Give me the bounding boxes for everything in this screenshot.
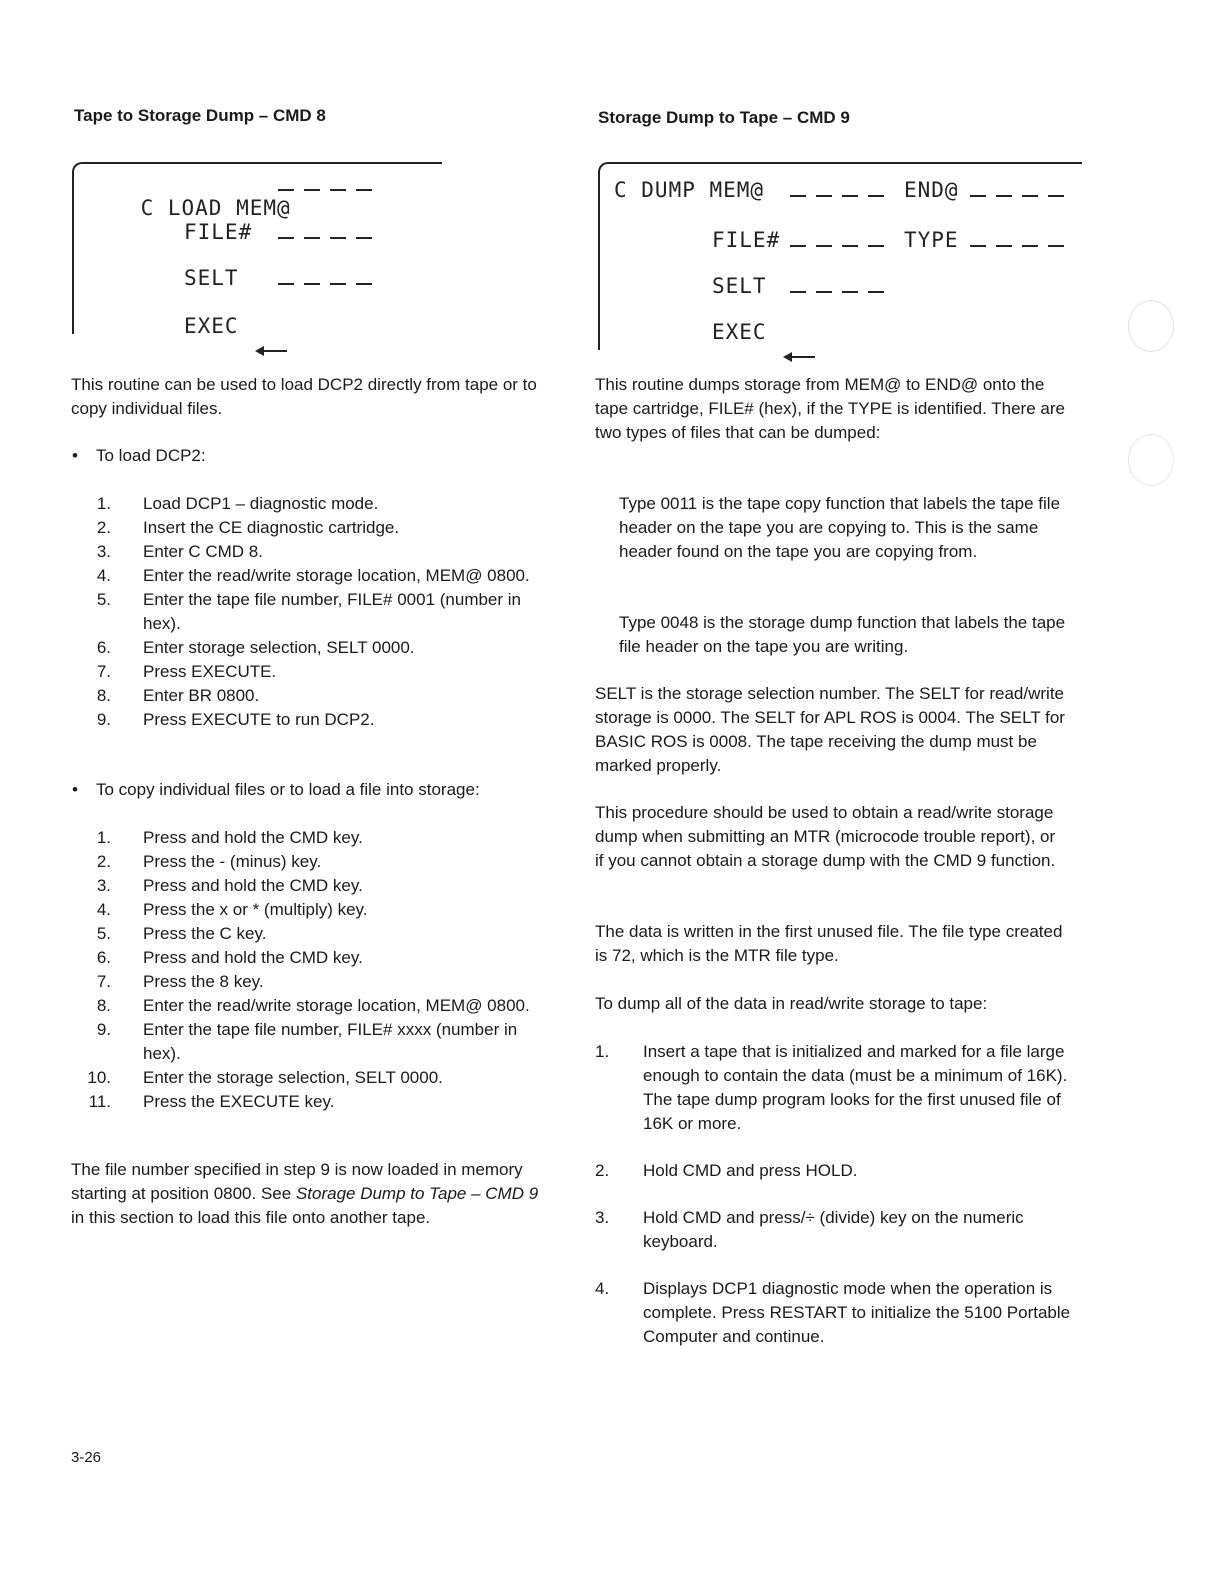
- step-number: 1.: [96, 828, 111, 847]
- step-item: [71, 540, 543, 564]
- step-item: [71, 898, 543, 922]
- scan-artifact: [1128, 300, 1174, 352]
- step-number: 2.: [96, 518, 111, 537]
- step-number: 11.: [88, 1092, 111, 1111]
- bullet-copy-files: • To copy individual files or to load a file into storage:: [72, 778, 552, 802]
- step-item: [71, 946, 543, 970]
- step-number: 9.: [96, 710, 111, 729]
- step-number: 3.: [96, 876, 111, 895]
- step-text: Enter BR 0800.: [143, 686, 260, 705]
- load-screen-row4-label: EXEC: [184, 314, 239, 338]
- step-text: Enter the storage selection, SELT 0000.: [143, 1068, 443, 1087]
- step-item: [71, 874, 543, 898]
- load-screen: [72, 162, 442, 338]
- bullet-load-dcp2-text: To load DCP2:: [96, 446, 206, 465]
- right-intro: This routine dumps storage from MEM@ to END@ onto the tape cartridge, FILE# (hex), if the TYPE is identified. There are two types of files that can be dumped:: [595, 375, 1065, 442]
- step-number: 3.: [595, 1208, 610, 1227]
- file-field-blank: [278, 220, 382, 244]
- mem-field-blank: [278, 172, 382, 196]
- mem-field-blank: [790, 178, 894, 202]
- dump-screen-row4-label: EXEC: [712, 320, 767, 344]
- step-text: Insert a tape that is initialized and marked for a file large enough to contain the data (must be a minimum of 16K). The tape dump program looks for the first unused file of 16K or more.: [643, 1042, 1068, 1133]
- dump-all-intro: To dump all of the data in read/write storage to tape:: [595, 994, 988, 1013]
- step-text: Press the 8 key.: [143, 972, 264, 991]
- step-item: [71, 994, 543, 1018]
- load-screen-row2-label: FILE#: [184, 220, 253, 244]
- step-text: Press and hold the CMD key.: [143, 876, 363, 895]
- step-number: 1.: [595, 1042, 610, 1061]
- step-item: [71, 684, 543, 708]
- step-number: 4.: [96, 900, 111, 919]
- step-item: [71, 826, 543, 850]
- step-item: [71, 492, 543, 516]
- step-number: 1.: [96, 494, 111, 513]
- step-item: [71, 564, 543, 588]
- step-item: [71, 850, 543, 874]
- step-number: 5.: [96, 924, 111, 943]
- data-written-description: The data is written in the first unused file. The file type created is 72, which is the MTR file type.: [595, 922, 1063, 965]
- type-0048-description: Type 0048 is the storage dump function that labels the tape file header on the tape you are writing.: [619, 613, 1066, 656]
- left-heading: Tape to Storage Dump – CMD 8: [74, 106, 326, 125]
- step-item: [71, 1090, 543, 1114]
- step-text: Press the EXECUTE key.: [143, 1092, 335, 1111]
- page-number: 3-26: [71, 1449, 102, 1466]
- step-text: Hold CMD and press HOLD.: [643, 1161, 858, 1180]
- step-text: Press EXECUTE to run DCP2.: [143, 710, 375, 729]
- step-item: [71, 516, 543, 540]
- load-dcp2-steps: [71, 492, 543, 732]
- left-intro: This routine can be used to load DCP2 directly from tape or to copy individual files.: [71, 375, 537, 418]
- step-text: Press the C key.: [143, 924, 267, 943]
- dump-screen-end-label: END@: [904, 178, 959, 202]
- scan-artifact: [1128, 434, 1174, 486]
- load-screen-row1-label: C LOAD MEM@: [140, 196, 291, 220]
- selt-field-blank: [278, 266, 382, 290]
- step-item: [71, 636, 543, 660]
- step-number: 7.: [96, 972, 111, 991]
- step-text: Press and hold the CMD key.: [143, 948, 363, 967]
- step-number: 8.: [96, 686, 111, 705]
- step-item: [71, 1066, 543, 1090]
- step-text: Press the x or * (multiply) key.: [143, 900, 368, 919]
- step-text: Enter the read/write storage location, MEM@ 0800.: [143, 566, 530, 585]
- step-number: 4.: [96, 566, 111, 585]
- right-heading: Storage Dump to Tape – CMD 9: [598, 108, 850, 127]
- file-field-blank: [790, 228, 894, 252]
- type-field-blank: [970, 228, 1074, 252]
- step-item: [595, 1159, 1075, 1183]
- step-item: [71, 970, 543, 994]
- left-closing-text-end: in this section to load this file onto another tape.: [71, 1208, 431, 1227]
- step-number: 4.: [595, 1279, 610, 1298]
- step-text: Enter the tape file number, FILE# xxxx (number in hex).: [143, 1020, 518, 1063]
- step-number: 6.: [96, 948, 111, 967]
- dump-screen-row1-label: C DUMP MEM@: [614, 178, 765, 202]
- step-number: 7.: [96, 662, 111, 681]
- step-number: 2.: [595, 1161, 610, 1180]
- left-closing-text: The file number specified in step 9 is now loaded in memory starting at position 0800. See: [71, 1160, 523, 1203]
- step-text: Enter storage selection, SELT 0000.: [143, 638, 415, 657]
- step-text: Press the - (minus) key.: [143, 852, 322, 871]
- step-item: [595, 1277, 1075, 1349]
- step-item: [71, 708, 543, 732]
- step-text: Enter the read/write storage location, MEM@ 0800.: [143, 996, 530, 1015]
- dump-screen-row2-label: FILE#: [712, 228, 781, 252]
- step-item: [71, 922, 543, 946]
- dump-screen-row3-label: SELT: [712, 274, 767, 298]
- step-text: Press EXECUTE.: [143, 662, 277, 681]
- type-0011-description: Type 0011 is the tape copy function that labels the tape file header on the tape you are copying to. This is the same header found on the tape you are copying from.: [619, 494, 1061, 561]
- step-item: [71, 1018, 543, 1066]
- dump-screen: [598, 162, 1082, 348]
- step-text: Insert the CE diagnostic cartridge.: [143, 518, 400, 537]
- left-closing: [71, 1158, 549, 1230]
- exec-arrow-icon: [783, 351, 815, 363]
- step-number: 8.: [96, 996, 111, 1015]
- load-screen-row3-label: SELT: [184, 266, 239, 290]
- selt-description: SELT is the storage selection number. The SELT for read/write storage is 0000. The SELT for APL ROS is 0004. The SELT for BASIC ROS is 0008. The tape receiving the dump must be marked properly.: [595, 684, 1065, 775]
- step-item: [595, 1206, 1075, 1254]
- bullet-load-dcp2: • To load DCP2:: [72, 444, 542, 468]
- procedure-description: This procedure should be used to obtain a read/write storage dump when submitting an MTR (microcode trouble report), or if you cannot obtain a storage dump with the CMD 9 function.: [595, 803, 1056, 870]
- step-text: Displays DCP1 diagnostic mode when the operation is complete. Press RESTART to initialize the 5100 Portable Computer and continue.: [643, 1279, 1071, 1346]
- step-item: [71, 588, 543, 636]
- step-item: [595, 1040, 1075, 1136]
- step-text: Hold CMD and press/÷ (divide) key on the numeric keyboard.: [643, 1208, 1024, 1251]
- step-text: Press and hold the CMD key.: [143, 828, 363, 847]
- copy-files-steps: [71, 826, 543, 1114]
- cmd9-reference: Storage Dump to Tape – CMD 9: [295, 1184, 539, 1203]
- step-text: Enter the tape file number, FILE# 0001 (number in hex).: [143, 590, 522, 633]
- bullet-copy-files-text: To copy individual files or to load a file into storage:: [96, 780, 480, 799]
- step-number: 10.: [87, 1068, 111, 1087]
- step-number: 3.: [96, 542, 111, 561]
- step-text: Load DCP1 – diagnostic mode.: [143, 494, 379, 513]
- exec-arrow-icon: [255, 345, 287, 357]
- dump-screen-type-label: TYPE: [904, 228, 959, 252]
- end-field-blank: [970, 178, 1074, 202]
- selt-field-blank: [790, 274, 894, 298]
- step-number: 9.: [96, 1020, 111, 1039]
- step-number: 5.: [96, 590, 111, 609]
- step-number: 6.: [96, 638, 111, 657]
- step-item: [71, 660, 543, 684]
- step-number: 2.: [96, 852, 111, 871]
- step-text: Enter C CMD 8.: [143, 542, 263, 561]
- dump-steps: [595, 1040, 1075, 1349]
